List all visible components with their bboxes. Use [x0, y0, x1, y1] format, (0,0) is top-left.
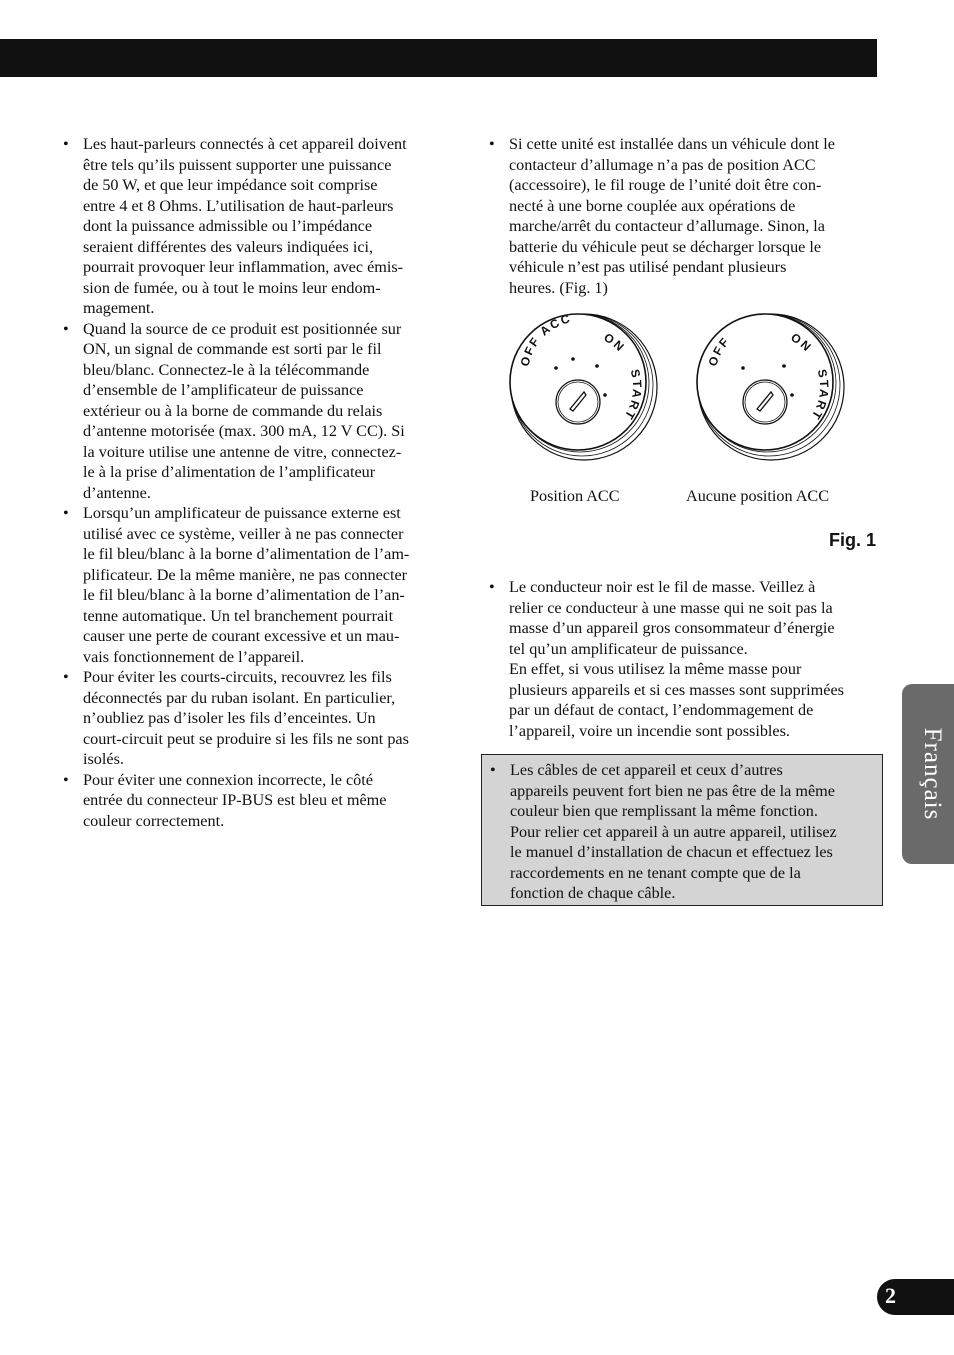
text-line: • Pour éviter les courts-circuits, recouvrez les fils — [83, 668, 392, 686]
label-start: START — [620, 367, 645, 424]
text-line: • Quand la source de ce produit est positionnée sur — [83, 319, 402, 338]
text-line: la voiture utilise une antenne de vitre, connectez- — [83, 442, 402, 461]
text-line: masse d’un appareil gros consommateur d’énergie — [509, 619, 835, 637]
text-line: véhicule n’est pas utilisé pendant plusieurs — [509, 258, 787, 276]
page-number-tab — [877, 1279, 954, 1315]
label-on: ON — [601, 330, 629, 356]
note-box — [481, 754, 883, 906]
label-off: OFF — [517, 333, 544, 368]
text-line: extérieur ou à la borne de commande du relais — [83, 401, 383, 420]
text-line: entre 4 et 8 Ohms. L’utilisation de haut-parleurs — [83, 196, 394, 215]
text-line: plificateur. De la même manière, ne pas connecter — [83, 565, 408, 584]
bullet-speakers — [63, 134, 453, 319]
text-line: causer une perte de courant excessive et un mau- — [83, 627, 400, 645]
text-line: déconnectés par du ruban isolant. En particulier, — [83, 688, 396, 707]
text-line: seraient différentes des valeurs indiquées ici, — [83, 237, 374, 256]
text-line: appareils peuvent fort bien ne pas être de la même — [510, 781, 835, 800]
language-tab — [902, 684, 954, 864]
text-line: isolés. — [83, 750, 124, 768]
text-line: magement. — [83, 299, 155, 317]
bullet-control-signal — [63, 319, 453, 504]
text-line: • Le conducteur noir est le fil de masse. Veillez à — [509, 578, 816, 596]
figure-ignition-switches — [500, 305, 880, 555]
text-line: par un défaut de contact, l’endommagement de — [509, 701, 814, 719]
text-line: l’appareil, voire un incendie sont possibles. — [509, 721, 790, 740]
text-line: vais fonctionnement de l’appareil. — [83, 647, 305, 666]
left-bullet-list — [63, 134, 453, 831]
text-line: dont la puissance admissible ou l’impédance — [83, 217, 373, 235]
text-line: heures. (Fig. 1) — [509, 278, 608, 297]
page-number: 2 — [885, 1283, 896, 1308]
text-line: Pour relier cet appareil à un autre appareil, utilisez — [510, 822, 837, 841]
right-bullet-list-top — [489, 134, 881, 298]
text-line: couleur correctement. — [83, 811, 225, 830]
text-line: de 50 W, et que leur impédance soit comprise — [83, 176, 378, 194]
text-line: • Lorsqu’un amplificateur de puissance externe est — [83, 504, 401, 522]
bullet-acc-position — [489, 134, 881, 298]
bullet-external-amplifier — [63, 503, 453, 667]
text-line: d’antenne. — [83, 483, 151, 502]
text-line: le fil bleu/blanc à la borne d’alimentation de l’am- — [83, 545, 410, 563]
bullet-short-circuit — [63, 667, 453, 770]
label-start: START — [807, 367, 832, 424]
left-column — [63, 134, 453, 831]
text-line: contacteur d’allumage n’a pas de position ACC — [509, 155, 816, 174]
text-line: n’oubliez pas d’isoler les fils d’enceintes. Un — [83, 709, 376, 727]
text-line: d’antenne motorisée (max. 300 mA, 12 V CC). Si — [83, 422, 405, 440]
note-bullet-list — [490, 760, 880, 904]
header-bar — [0, 39, 877, 77]
text-line: tenne automatique. Un tel branchement pourrait — [83, 606, 394, 625]
label-on: ON — [788, 330, 816, 356]
caption-position-acc: Position ACC — [530, 487, 620, 505]
text-line: sion de fumée, ou à tout le moins leur endom- — [83, 278, 381, 297]
text-line: • Pour éviter une connexion incorrecte, le côté — [83, 770, 373, 789]
right-bullet-list-bottom — [489, 577, 881, 741]
text-line: batterie du véhicule peut se décharger lorsque le — [509, 237, 822, 256]
text-line: tel qu’un amplificateur de puissance. — [509, 639, 748, 658]
text-line: • Les câbles de cet appareil et ceux d’autres — [510, 761, 783, 779]
text-line: le fil bleu/blanc à la borne d’alimentation de l’an- — [83, 586, 405, 604]
caption-no-acc: Aucune position ACC — [686, 487, 829, 505]
text-line: raccordements en ne tenant compte que de la — [510, 863, 801, 882]
text-line: court-circuit peut se produire si les fils ne sont pas — [83, 729, 409, 748]
right-column — [489, 134, 881, 298]
bullet-ground-wire — [489, 577, 881, 741]
label-acc: ACC — [537, 311, 574, 339]
figure-label: Fig. 1 — [828, 530, 876, 550]
text-line: fonction de chaque câble. — [510, 884, 676, 902]
text-line: relier ce conducteur à une masse qui ne soit pas la — [509, 598, 833, 617]
right-column-lower — [489, 577, 881, 741]
bullet-cable-colors — [490, 760, 880, 904]
text-line: utilisé avec ce système, veiller à ne pas connecter — [83, 524, 404, 543]
text-line: ON, un signal de commande est sorti par le fil — [83, 340, 382, 358]
text-line: marche/arrêt du contacteur d’allumage. Sinon, la — [509, 217, 825, 235]
text-line: (accessoire), le fil rouge de l’unité doit être con- — [509, 176, 822, 194]
label-off: OFF — [705, 333, 733, 368]
bullet-ip-bus — [63, 770, 453, 832]
text-line: plusieurs appareils et si ces masses sont supprimées — [509, 680, 844, 699]
text-line: necté à une borne couplée aux opérations de — [509, 196, 796, 215]
text-line: entrée du connecteur IP-BUS est bleu et même — [83, 791, 387, 809]
text-line: le à la prise d’alimentation de l’amplificateur — [83, 463, 376, 481]
text-line: En effet, si vous utilisez la même masse pour — [509, 660, 802, 678]
switch-without-acc — [697, 314, 844, 460]
text-line: d’ensemble de l’amplificateur de puissance — [83, 381, 364, 399]
ignition-switch-diagram — [500, 305, 880, 480]
text-line: couleur bien que remplissant la même fonction. — [510, 802, 818, 820]
text-line: être tels qu’ils puissent supporter une puissance — [83, 155, 392, 174]
text-line: • Les haut-parleurs connectés à cet appareil doivent — [83, 135, 407, 153]
switch-with-acc — [510, 311, 657, 460]
text-line: • Si cette unité est installée dans un véhicule dont le — [509, 135, 835, 153]
text-line: bleu/blanc. Connectez-le à la télécommande — [83, 360, 370, 379]
text-line: le manuel d’installation de chacun et effectuez les — [510, 843, 833, 861]
language-label: Français — [919, 727, 946, 821]
text-line: pourrait provoquer leur inflammation, avec émis- — [83, 258, 404, 276]
